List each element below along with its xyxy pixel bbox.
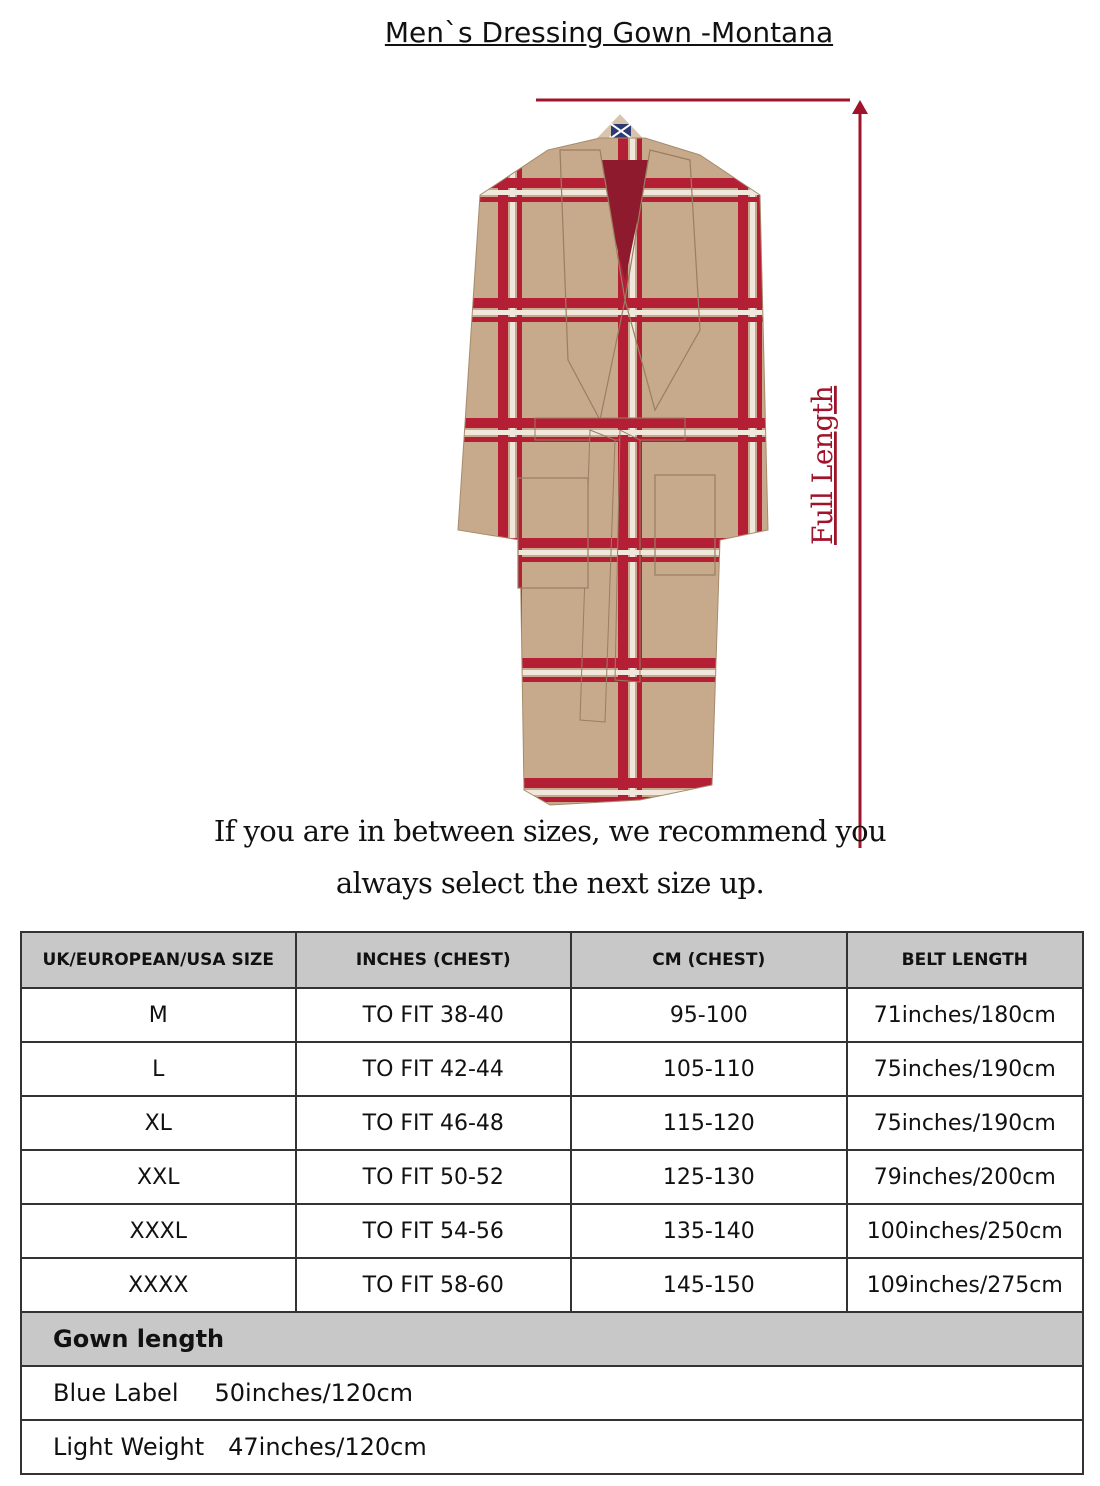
header-inches: INCHES (CHEST) — [296, 932, 572, 988]
cell-belt: 100inches/250cm — [847, 1204, 1083, 1258]
table-row — [21, 1150, 1083, 1204]
sizing-note-line-1: If you are in between sizes, we recommend you — [213, 814, 887, 848]
size-chart-table — [20, 931, 1084, 1475]
cell-belt: 75inches/190cm — [847, 1096, 1083, 1150]
table-row — [21, 1204, 1083, 1258]
cell-belt: 71inches/180cm — [847, 988, 1083, 1042]
gown-length-row — [21, 1366, 1083, 1420]
gown-length-header-row — [21, 1312, 1083, 1366]
page-title: Men`s Dressing Gown -Montana — [384, 16, 834, 49]
dressing-gown-image — [458, 138, 768, 805]
table-row — [21, 1096, 1083, 1150]
cell-belt: 109inches/275cm — [847, 1258, 1083, 1312]
gown-length-value: 50inches/120cm — [214, 1379, 414, 1407]
table-header-row — [21, 932, 1083, 988]
cell-cm: 105-110 — [571, 1042, 847, 1096]
cell-size: XXXL — [21, 1204, 296, 1258]
cell-inches: TO FIT 54-56 — [296, 1204, 572, 1258]
table-row — [21, 988, 1083, 1042]
gown-length-heading: Gown length — [21, 1312, 1083, 1366]
cell-size: XL — [21, 1096, 296, 1150]
full-length-label: Full Length — [806, 385, 839, 545]
cell-inches: TO FIT 42-44 — [296, 1042, 572, 1096]
gown-length-blue-label — [21, 1366, 1083, 1420]
gown-type-label: Blue Label — [53, 1379, 179, 1407]
cell-cm: 125-130 — [571, 1150, 847, 1204]
cell-inches: TO FIT 58-60 — [296, 1258, 572, 1312]
cell-belt: 79inches/200cm — [847, 1150, 1083, 1204]
cell-size: XXXX — [21, 1258, 296, 1312]
cell-cm: 95-100 — [571, 988, 847, 1042]
table-row — [21, 1042, 1083, 1096]
cell-inches: TO FIT 38-40 — [296, 988, 572, 1042]
cell-size: XXL — [21, 1150, 296, 1204]
cell-cm: 135-140 — [571, 1204, 847, 1258]
gown-length-row — [21, 1420, 1083, 1474]
table-row — [21, 1258, 1083, 1312]
cell-inches: TO FIT 46-48 — [296, 1096, 572, 1150]
header-size: UK/EUROPEAN/USA SIZE — [21, 932, 296, 988]
sizing-note-line-2: always select the next size up. — [335, 866, 765, 900]
cell-size: M — [21, 988, 296, 1042]
cell-inches: TO FIT 50-52 — [296, 1150, 572, 1204]
header-cm: CM (CHEST) — [571, 932, 847, 988]
gown-type-label: Light Weight — [53, 1433, 205, 1461]
arrow-up-icon — [852, 100, 868, 114]
header-belt: BELT LENGTH — [847, 932, 1083, 988]
gown-length-value: 47inches/120cm — [228, 1433, 427, 1461]
cell-size: L — [21, 1042, 296, 1096]
cell-belt: 75inches/190cm — [847, 1042, 1083, 1096]
cell-cm: 145-150 — [571, 1258, 847, 1312]
cell-cm: 115-120 — [571, 1096, 847, 1150]
gown-length-light-weight — [21, 1420, 1083, 1474]
